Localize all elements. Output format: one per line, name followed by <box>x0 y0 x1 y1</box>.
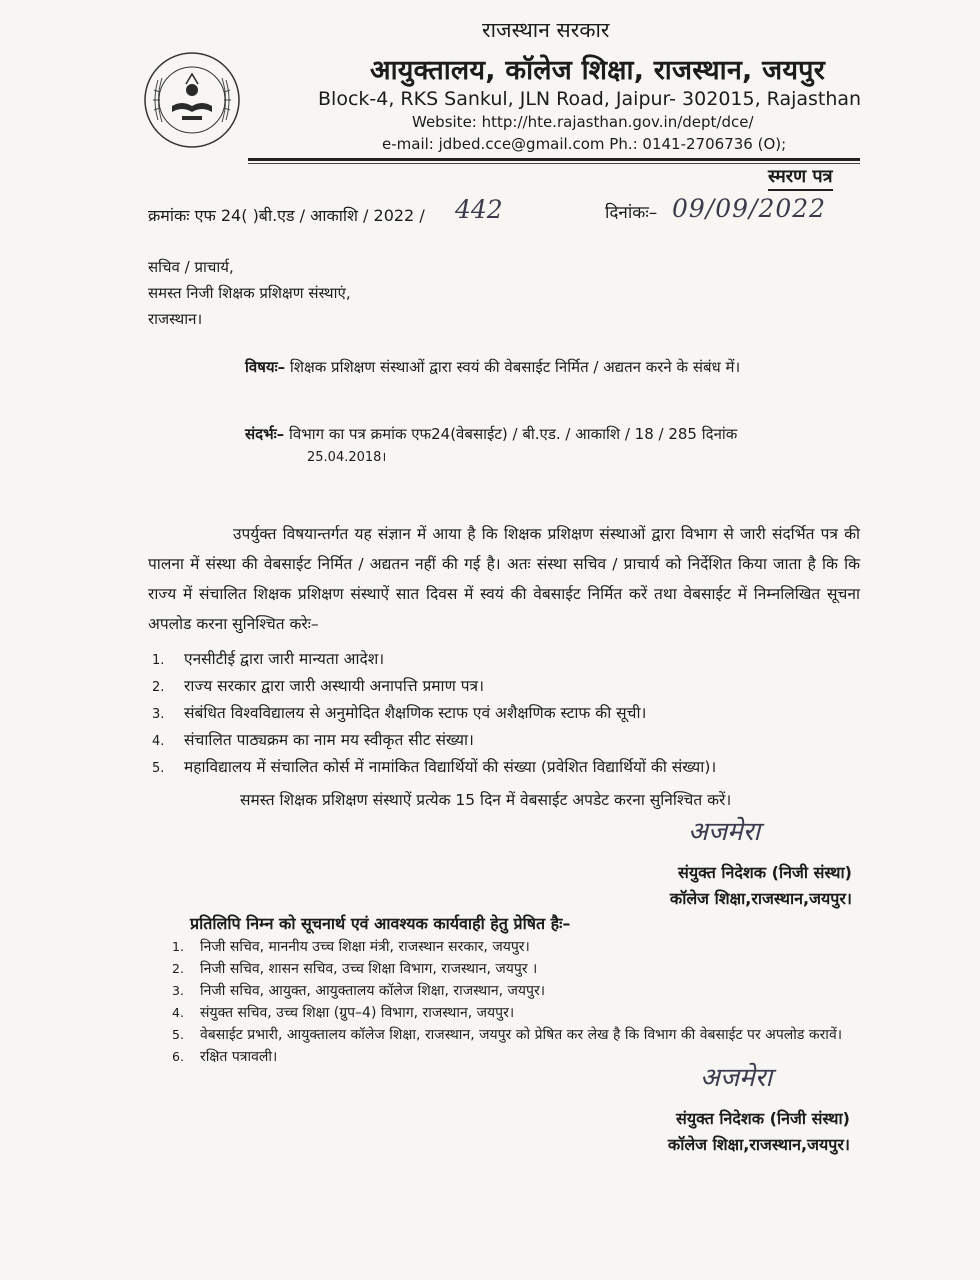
list-item-number: 4. <box>152 734 165 749</box>
copy-to-text: संयुक्त सचिव, उच्च शिक्षा (ग्रुप–4) विभाग, राजस्थान, जयपुर। <box>200 1005 515 1021</box>
reference-date: 25.04.2018। <box>307 450 387 465</box>
signatory-block-copy <box>560 1106 850 1158</box>
list-item-number: 3. <box>152 707 165 722</box>
copy-to-item <box>172 980 880 1002</box>
office-contact: e-mail: jdbed.cce@gmail.com Ph.: 0141-2706736 (O); <box>382 135 787 153</box>
copy-to-item <box>172 1002 880 1024</box>
subject-label: विषयः– <box>245 358 286 376</box>
reference-label: संदर्भः– <box>245 425 285 443</box>
subject-text: शिक्षक प्रशिक्षण संस्थाओं द्वारा स्वयं की वेबसाईट निर्मित / अद्यतन करने के संबंध में। <box>289 358 741 376</box>
signature: अजमेरा <box>688 817 761 847</box>
body-paragraph: उपर्युक्त विषयान्तर्गत यह संज्ञान में आया है कि शिक्षक प्रशिक्षण संस्थाओं द्वारा विभाग से जारी संदर्भित पत्र की पालना में संस्था की वेबसाईट निर्मित / अद्यतन नहीं की गई है। अतः संस्था सचिव / प्राचार्य को निर्देशित किया जाता है कि कि राज्य में संचालित शिक्षक प्रशिक्षण संस्थाऐं सात दिवस में स्वयं की वेबसाईट निर्मित करें तथा वेबसाईट में निम्नलिखित सूचना अपलोड करना सुनिश्चित करेः– <box>148 525 860 633</box>
copy-to-text: निजी सचिव, शासन सचिव, उच्च शिक्षा विभाग, राजस्थान, जयपुर । <box>200 961 538 977</box>
list-item-text: महाविद्यालय में संचालित कोर्स में नामांकित विद्यार्थियों की संख्या (प्रवेशित विद्यार्थियों की संख्या)। <box>184 758 717 776</box>
office-website: Website: http://hte.rajasthan.gov.in/dept/dce/ <box>412 113 754 131</box>
copy-to-number: 1. <box>172 939 184 954</box>
signatory-designation: संयुक्त निदेशक (निजी संस्था) <box>678 863 852 882</box>
copy-to-number: 3. <box>172 983 184 998</box>
copy-to-text: निजी सचिव, आयुक्त, आयुक्तालय कॉलेज शिक्षा, राजस्थान, जयपुर। <box>200 983 545 999</box>
signatory-office: कॉलेज शिक्षा,राजस्थान,जयपुर। <box>669 889 852 908</box>
copy-to-item <box>172 958 880 980</box>
signatory-block <box>560 860 852 912</box>
list-item-text: संबंधित विश्वविद्यालय से अनुमोदित शैक्षणिक स्टाफ एवं अशैक्षणिक स्टाफ की सूची। <box>184 704 647 722</box>
copy-to-text: रक्षित पत्रावली। <box>200 1049 278 1065</box>
addressee-block <box>148 254 351 332</box>
list-item-text: राज्य सरकार द्वारा जारी अस्थायी अनापत्ति प्रमाण पत्र। <box>184 677 484 695</box>
copy-to-number: 4. <box>172 1005 184 1020</box>
list-item <box>152 646 872 673</box>
copy-to-text: वेबसाईट प्रभारी, आयुक्तालय कॉलेज शिक्षा, राजस्थान, जयपुर को प्रेषित कर लेख है कि विभाग की वेबसाईट पर अपलोड करावें। <box>200 1027 843 1043</box>
addressee-line: राजस्थान। <box>148 310 203 328</box>
copy-to-number: 6. <box>172 1049 184 1064</box>
copy-to-item <box>172 1024 880 1046</box>
addressee-line: समस्त निजी शिक्षक प्रशिक्षण संस्थाएं, <box>148 284 351 302</box>
list-item <box>152 727 872 754</box>
office-title: आयुक्तालय, कॉलेज शिक्षा, राजस्थान, जयपुर <box>370 55 825 86</box>
list-item <box>152 673 872 700</box>
instruction-list <box>152 646 872 781</box>
header-divider <box>248 158 860 161</box>
memo-type-label: स्मरण पत्र <box>768 164 833 191</box>
copy-to-list <box>172 936 880 1068</box>
list-item-text: संचालित पाठ्यक्रम का नाम मय स्वीकृत सीट संख्या। <box>184 731 474 749</box>
list-item <box>152 754 872 781</box>
department-seal-logo <box>142 50 242 150</box>
list-item <box>152 700 872 727</box>
copy-to-text: निजी सचिव, माननीय उच्च शिक्षा मंत्री, राजस्थान सरकार, जयपुर। <box>200 939 530 955</box>
reference-block <box>245 422 860 470</box>
list-item-number: 5. <box>152 761 165 776</box>
addressee-line: सचिव / प्राचार्य, <box>148 258 234 276</box>
office-address: Block-4, RKS Sankul, JLN Road, Jaipur- 302015, Rajasthan <box>318 88 862 110</box>
copy-to-heading: प्रतिलिपि निम्न को सूचनार्थ एवं आवश्यक कार्यवाही हेतु प्रेषित हैः– <box>190 914 571 933</box>
subject-block <box>245 355 860 379</box>
closing-instruction: समस्त शिक्षक प्रशिक्षण संस्थाऐं प्रत्येक 15 दिन में वेबसाईट अपडेट करना सुनिश्चित करें। <box>240 791 732 809</box>
copy-to-item <box>172 1046 880 1068</box>
signature-copy: अजमेरा <box>700 1063 773 1093</box>
reference-number-handwritten: 442 <box>455 195 503 224</box>
signatory-office: कॉलेज शिक्षा,राजस्थान,जयपुर। <box>667 1135 850 1154</box>
list-item-number: 2. <box>152 680 165 695</box>
signatory-designation: संयुक्त निदेशक (निजी संस्था) <box>676 1109 850 1128</box>
reference-number: क्रमांकः एफ 24( )बी.एड / आकाशि / 2022 / <box>148 206 425 225</box>
list-item-number: 1. <box>152 653 165 668</box>
government-name: राजस्थान सरकार <box>482 18 610 42</box>
date-handwritten: 09/09/2022 <box>672 194 827 223</box>
date-label: दिनांकः– <box>605 203 658 223</box>
reference-text: विभाग का पत्र क्रमांक एफ24(वेबसाईट) / बी.एड. / आकाशि / 18 / 285 दिनांक <box>288 425 738 443</box>
copy-to-number: 5. <box>172 1027 184 1042</box>
copy-to-number: 2. <box>172 961 184 976</box>
list-item-text: एनसीटीई द्वारा जारी मान्यता आदेश। <box>184 650 385 668</box>
copy-to-item <box>172 936 880 958</box>
